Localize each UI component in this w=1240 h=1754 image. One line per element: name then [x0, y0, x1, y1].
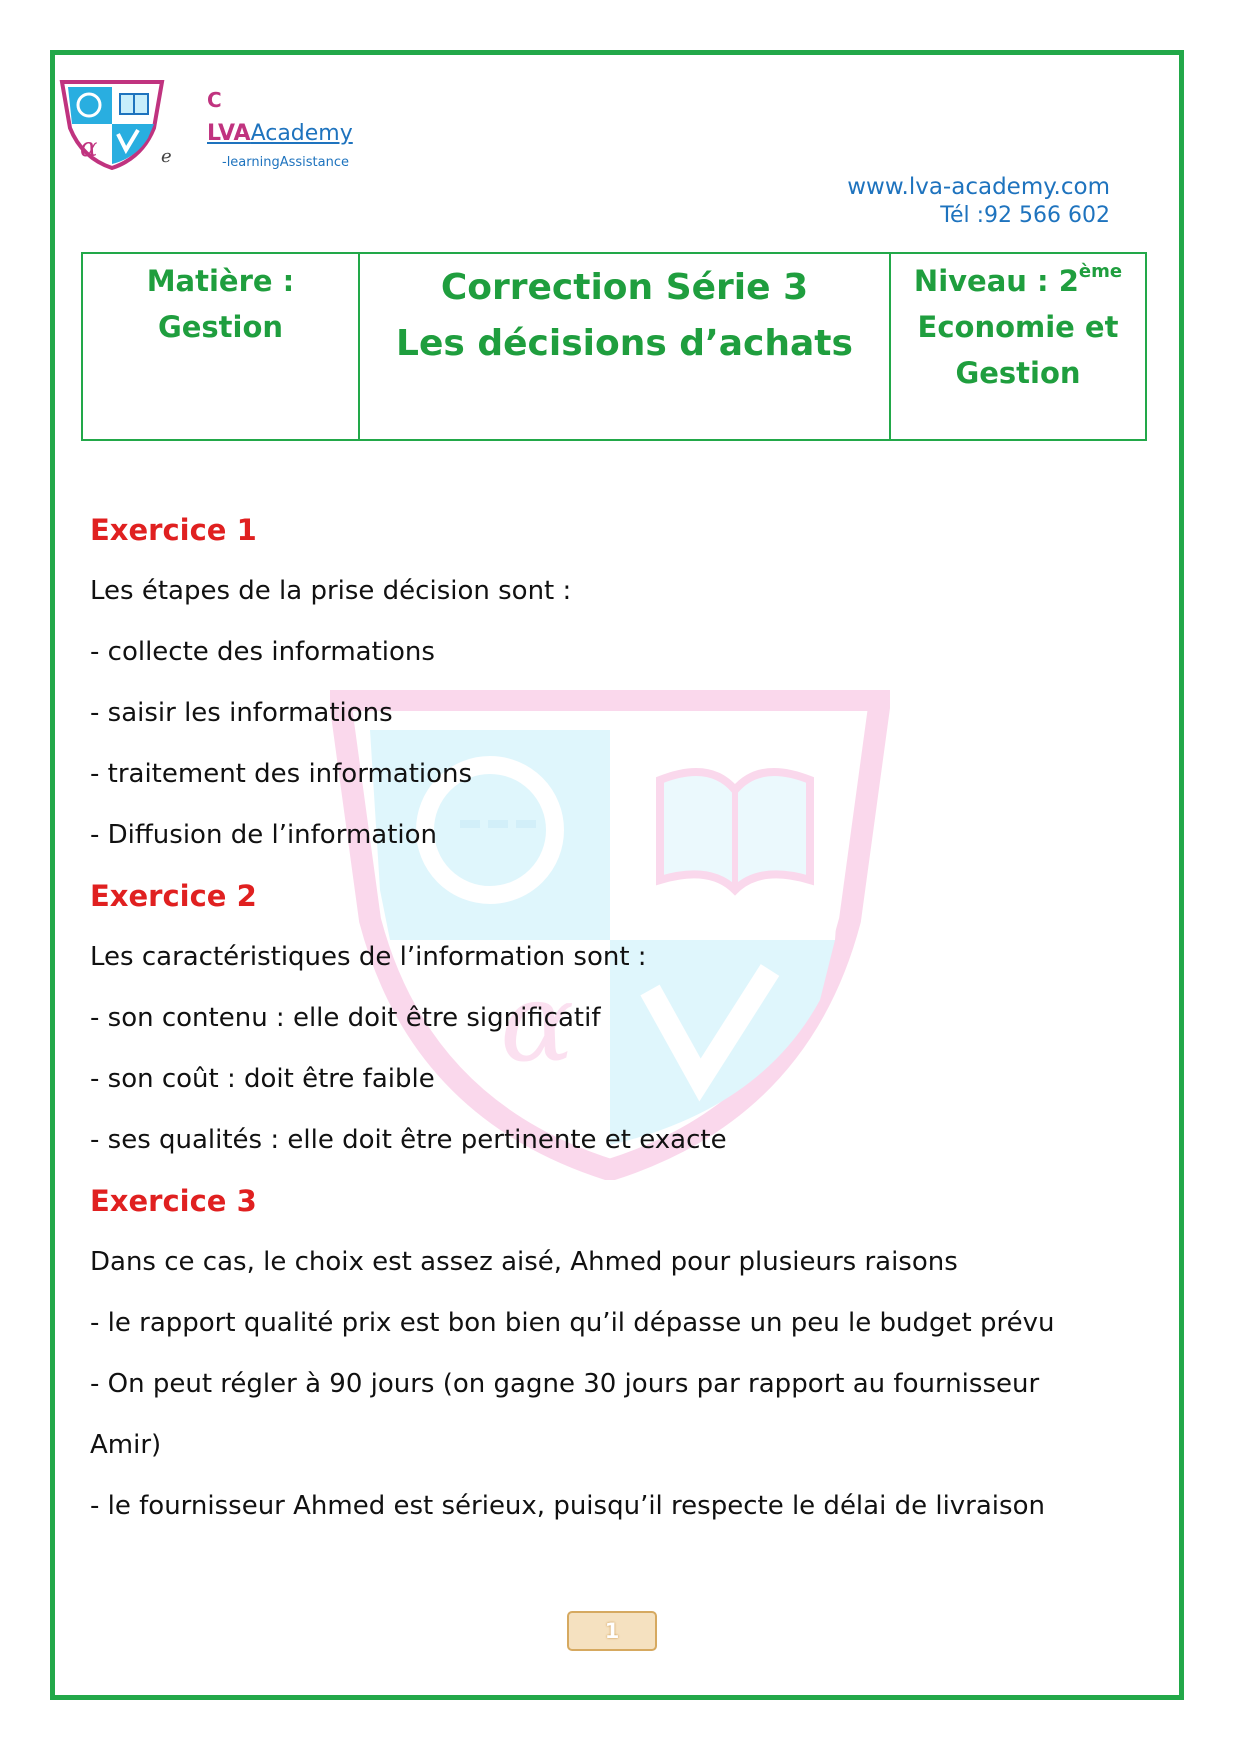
exercise-1-line: - traitement des informations	[90, 759, 473, 789]
subject-label: Matière :	[146, 264, 295, 298]
level-line-2: Economie et	[917, 310, 1119, 344]
subject-value: Gestion	[157, 310, 284, 344]
exercise-2-title: Exercice 2	[90, 879, 257, 913]
page-number: 1	[567, 1611, 657, 1651]
exercise-1-title: Exercice 1	[90, 513, 257, 547]
header-table	[81, 252, 1147, 441]
exercise-3-line: - On peut régler à 90 jours (on gagne 30 jours par rapport au fournisseur	[90, 1369, 1040, 1399]
exercise-2-line: - son contenu : elle doit être significatif	[90, 1003, 601, 1033]
exercise-3-line: - le rapport qualité prix est bon bien qu’il dépasse un peu le budget prévu	[90, 1308, 1055, 1338]
level-label-text: Niveau : 2	[913, 264, 1079, 298]
subject-cell	[83, 254, 360, 439]
exercise-1-line: Les étapes de la prise décision sont :	[90, 576, 572, 606]
page-title: Correction Série 3	[440, 267, 809, 308]
level-label-sup: ème	[1078, 261, 1123, 282]
svg-text:α: α	[500, 958, 575, 1086]
exercise-1-line: - Diffusion de l’information	[90, 820, 438, 850]
brand-tagline: -learningAssistance	[222, 155, 349, 170]
page-subtitle: Les décisions d’achats	[396, 323, 853, 364]
website-link[interactable]: www.lva-academy.com	[847, 174, 1110, 200]
exercise-content	[90, 500, 1150, 1537]
exercise-3-title: Exercice 3	[90, 1184, 257, 1218]
logo-e-mark: e	[161, 146, 172, 167]
phone-number: Tél :92 566 602	[940, 203, 1110, 228]
exercise-2-line: - son coût : doit être faible	[90, 1064, 435, 1094]
exercise-2-line: Les caractéristiques de l’information sont :	[90, 942, 647, 972]
exercise-3-line: Amir)	[90, 1430, 162, 1460]
level-line-3: Gestion	[955, 356, 1081, 390]
exercise-3-line: - le fournisseur Ahmed est sérieux, puisqu’il respecte le délai de livraison	[90, 1491, 1045, 1521]
exercise-1-line: - saisir les informations	[90, 698, 393, 728]
level-cell	[891, 254, 1145, 439]
level-label	[891, 258, 1145, 304]
exercise-1-line: - collecte des informations	[90, 637, 435, 667]
brand-name-prefix: LVA	[207, 121, 251, 146]
brand-letter: C	[207, 88, 222, 112]
exercise-3-line: Dans ce cas, le choix est assez aisé, Ahmed pour plusieurs raisons	[90, 1247, 958, 1277]
svg-text:α: α	[80, 133, 98, 163]
brand-name-suffix: Academy	[250, 121, 353, 146]
exercise-2-line: - ses qualités : elle doit être pertinente et exacte	[90, 1125, 727, 1155]
title-cell	[360, 254, 891, 439]
shield-logo-icon	[58, 78, 166, 170]
brand-name	[207, 121, 353, 146]
